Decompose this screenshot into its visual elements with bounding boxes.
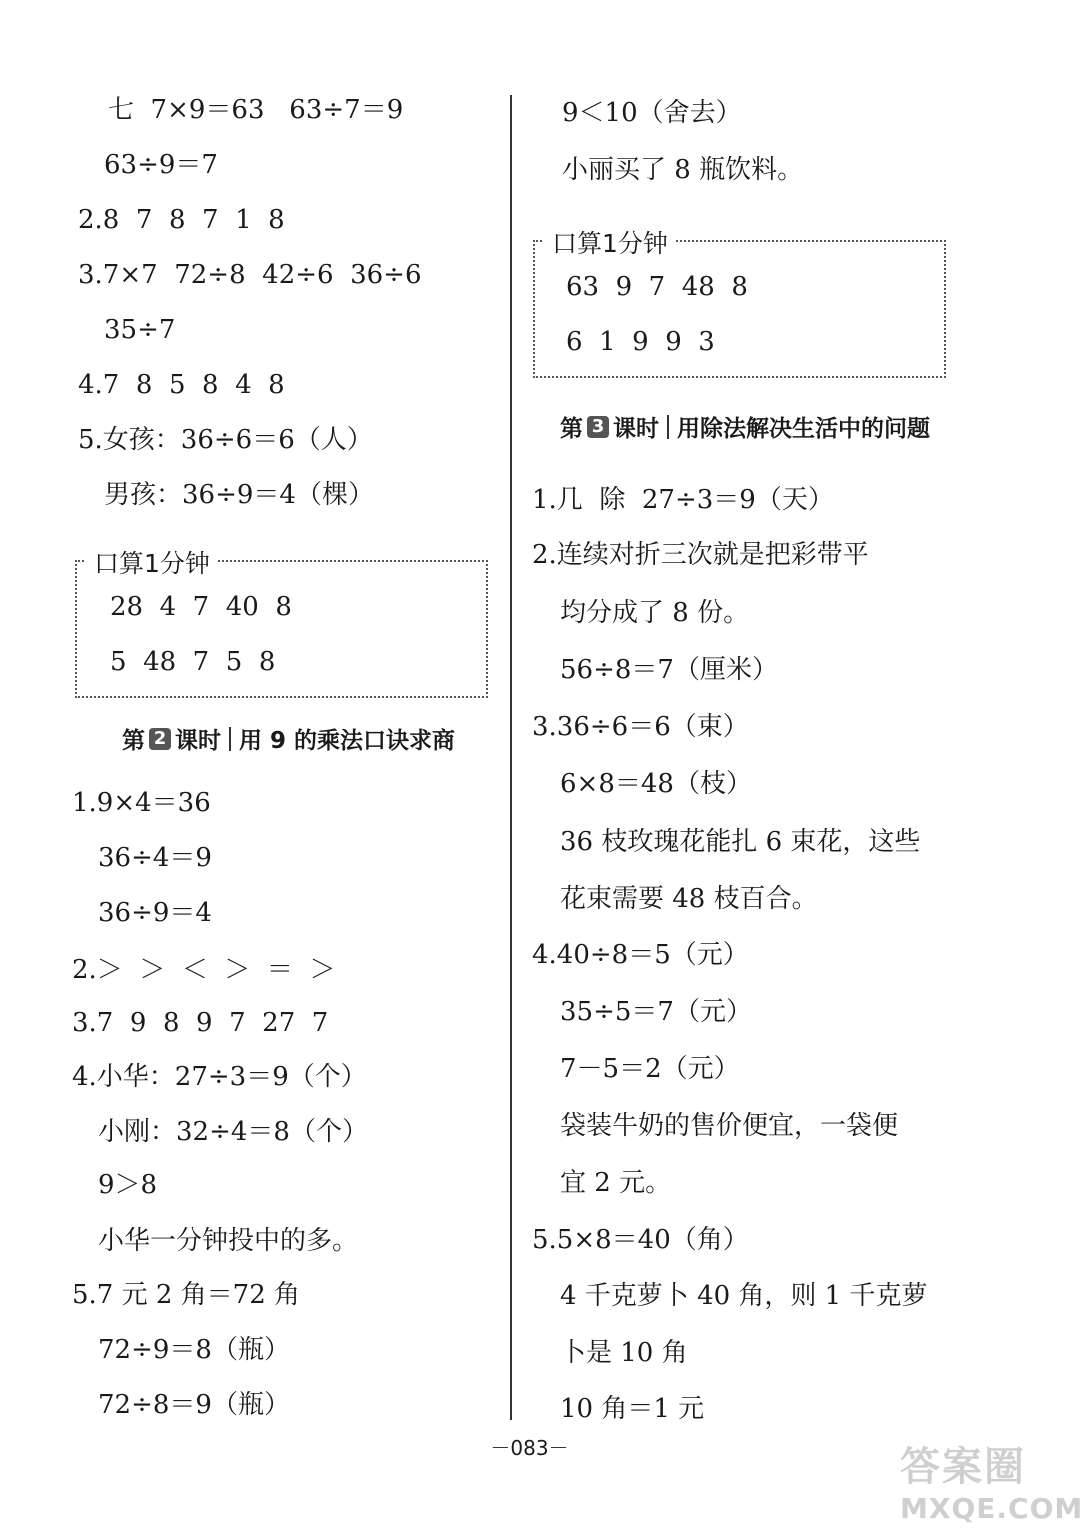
watermark-top: 答案圈: [900, 1444, 1026, 1490]
section-prefix: 第: [122, 728, 145, 754]
left2-line-12: 72÷8＝9（瓶）: [98, 1390, 290, 1420]
oral-calc-box-left: [75, 560, 488, 698]
right2-line-11: 7－5＝2（元）: [560, 1054, 740, 1084]
section-heading-right: [560, 410, 930, 443]
left-line-5: 35÷7: [104, 315, 176, 345]
oral-calc-row2-left: 5 48 7 5 8: [110, 647, 276, 677]
watermark-bottom: MXQE.COM: [900, 1492, 1083, 1525]
site-watermark: [900, 1435, 1083, 1530]
section-divider: [667, 415, 669, 439]
column-divider: [510, 95, 512, 1420]
right2-line-3: 均分成了 8 份。: [560, 598, 750, 628]
oral-calc-title-right: 口算1分钟: [544, 224, 676, 260]
left2-line-2: 36÷4＝9: [98, 843, 212, 873]
right2-line-14: 5.5×8＝40（角）: [532, 1225, 749, 1255]
right2-line-5: 3.36÷6＝6（束）: [532, 712, 749, 742]
right2-line-17: 10 角＝1 元: [560, 1394, 705, 1424]
right-line-1: 9＜10（舍去）: [562, 98, 742, 128]
left-line-2: 63÷9＝7: [104, 150, 218, 180]
right2-line-1: 1.几 除 27÷3＝9（天）: [532, 485, 834, 515]
left2-line-10: 5.7 元 2 角＝72 角: [72, 1280, 301, 1310]
left2-line-3: 36÷9＝4: [98, 898, 212, 928]
right2-line-16: 卜是 10 角: [560, 1338, 688, 1368]
lesson-number-badge: 3: [587, 416, 609, 438]
right2-line-2: 2.连续对折三次就是把彩带平: [532, 540, 869, 570]
page-number: －083－: [490, 1436, 569, 1460]
right2-line-4: 56÷8＝7（厘米）: [560, 655, 778, 685]
left2-line-4: 2.＞ ＞ ＜ ＞ ＝ ＞: [72, 955, 336, 985]
left-line-3: 2.8 7 8 7 1 8: [78, 205, 285, 235]
oral-calc-row2-right: 6 1 9 9 3: [566, 327, 715, 357]
right2-line-8: 花束需要 48 枝百合。: [560, 884, 818, 914]
section-divider: [229, 727, 231, 751]
right2-line-10: 35÷5＝7（元）: [560, 997, 752, 1027]
left-line-1: 七 7×9＝63 63÷7＝9: [108, 95, 404, 125]
left-line-8: 男孩：36÷9＝4（棵）: [104, 480, 374, 510]
section-title: 用 9 的乘法口诀求商: [239, 728, 456, 754]
left-line-4: 3.7×7 72÷8 42÷6 36÷6: [78, 260, 422, 290]
left2-line-9: 小华一分钟投中的多。: [98, 1226, 359, 1256]
left2-line-6: 4.小华：27÷3＝9（个）: [72, 1062, 367, 1092]
oral-calc-row1-right: 63 9 7 48 8: [566, 272, 748, 302]
oral-calc-title-left: 口算1分钟: [86, 544, 218, 580]
right-line-2: 小丽买了 8 瓶饮料。: [562, 155, 804, 185]
right2-line-6: 6×8＝48（枝）: [560, 769, 752, 799]
left2-line-11: 72÷9＝8（瓶）: [98, 1335, 290, 1365]
section-heading-left: [122, 722, 455, 755]
left-line-6: 4.7 8 5 8 4 8: [78, 370, 285, 400]
section-title: 用除法解决生活中的问题: [677, 416, 930, 442]
left2-line-5: 3.7 9 8 9 7 27 7: [72, 1008, 329, 1038]
left2-line-1: 1.9×4＝36: [72, 788, 211, 818]
section-suffix: 课时: [613, 416, 659, 442]
right2-line-13: 宜 2 元。: [560, 1168, 672, 1198]
left2-line-7: 小刚：32÷4＝8（个）: [98, 1117, 368, 1147]
right2-line-7: 36 枝玫瑰花能扎 6 束花，这些: [560, 827, 921, 857]
lesson-number-badge: 2: [149, 728, 171, 750]
left-line-7: 5.女孩：36÷6＝6（人）: [78, 425, 373, 455]
right2-line-9: 4.40÷8＝5（元）: [532, 940, 749, 970]
right2-line-15: 4 千克萝卜 40 角，则 1 千克萝: [560, 1281, 928, 1311]
right2-line-12: 袋装牛奶的售价便宜，一袋便: [560, 1111, 899, 1141]
oral-calc-box-right: [533, 240, 946, 378]
section-prefix: 第: [560, 416, 583, 442]
oral-calc-row1-left: 28 4 7 40 8: [110, 592, 292, 622]
section-suffix: 课时: [175, 728, 221, 754]
left2-line-8: 9＞8: [98, 1170, 158, 1200]
